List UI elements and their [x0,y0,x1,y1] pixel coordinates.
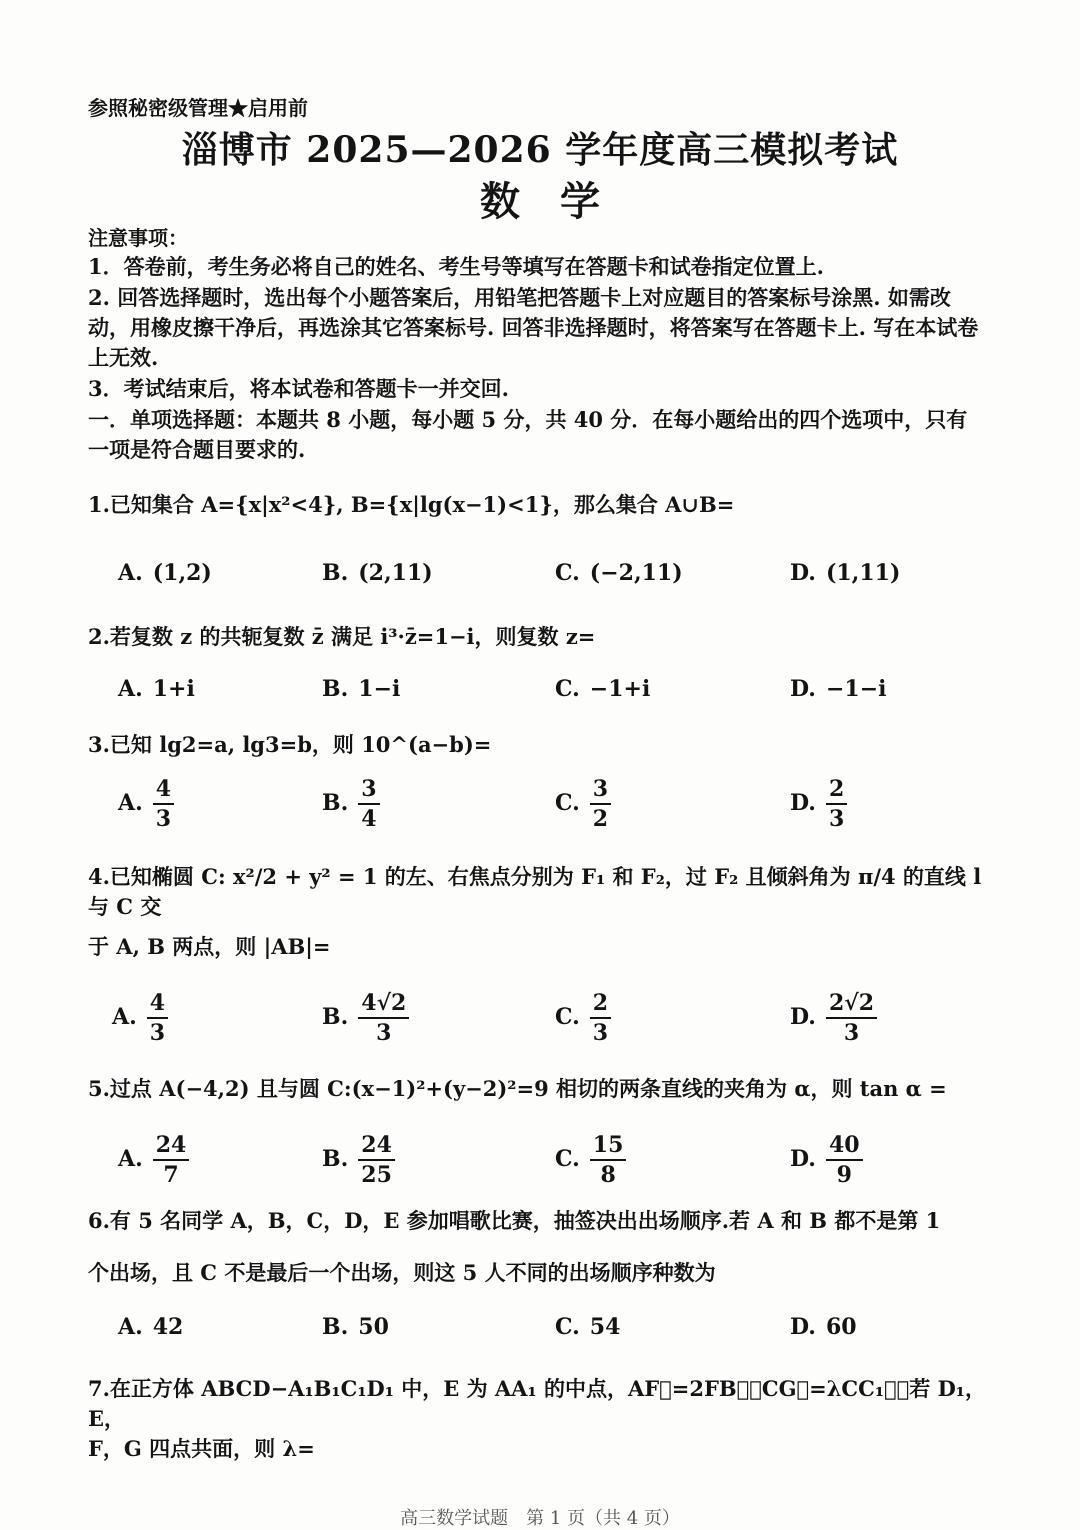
note-item: 3．考试结束后，将本试卷和答题卡一并交回. [88,376,509,401]
subject-title: 数学 [480,178,640,225]
question-3-stem: 3.已知 lg2=a, lg3=b，则 10^(a−b)= [88,732,492,757]
q6-option-a: A. 42 [118,1314,184,1340]
q1-option-c: C. (−2,11) [555,560,683,586]
q3-option-c: C. $\frac{3}{2}$ [555,778,611,830]
page-footer: 高三数学试题 第 1 页（共 4 页） [400,1508,680,1529]
section-heading: 一．单项选择题：本题共 8 小题，每小题 5 分，共 40 分．在每小题给出的四个选项中，只有一项是符合题目要求的. [88,407,968,462]
q4-option-d: D. $\frac{2√2}{3}$ [790,992,877,1044]
q1-option-a: A. (1,2) [118,560,212,586]
q5-option-a: A. $\frac{24}{7}$ [118,1134,189,1186]
q4-option-b: B. $\frac{4√2}{3}$ [322,992,409,1044]
q4-option-c: C. $\frac{2}{3}$ [555,992,611,1044]
question-4-stem-line2: 于 A, B 两点，则 |AB|= [88,934,331,959]
q6-option-c: C. 54 [555,1314,621,1340]
q1-option-b: B. (2,11) [322,560,433,586]
question-1-stem: 1.已知集合 A={x|x²<4}, B={x|lg(x−1)<1}，那么集合 A∪B= [88,492,735,517]
q6-option-b: B. 50 [322,1314,389,1340]
question-6-stem-line2: 个出场，且 C 不是最后一个出场，则这 5 人不同的出场顺序种数为 [88,1260,716,1285]
q4-option-a: A. $\frac{4}{3}$ [112,992,168,1044]
q6-option-d: D. 60 [790,1314,857,1340]
q3-option-b: B. $\frac{3}{4}$ [322,778,380,830]
q5-option-b: B. $\frac{24}{25}$ [322,1134,395,1186]
q2-option-b: B. 1−i [322,676,401,702]
q2-option-a: A. 1+i [118,676,195,702]
q3-option-a: A. $\frac{4}{3}$ [118,778,174,830]
question-6-stem-line1: 6.有 5 名同学 A，B，C，D，E 参加唱歌比赛，抽签决出出场顺序.若 A 和 B 都不是第 1 [88,1208,941,1233]
note-item: 1．答卷前，考生务必将自己的姓名、考生号等填写在答题卡和试卷指定位置上. [88,254,824,279]
q5-option-d: D. $\frac{40}{9}$ [790,1134,863,1186]
question-7-stem-line2: F，G 四点共面，则 λ= [88,1436,315,1461]
q2-option-c: C. −1+i [555,676,651,702]
note-item: 2. 回答选择题时，选出每个小题答案后，用铅笔把答题卡上对应题目的答案标号涂黑. 如需改动，用橡皮擦干净后，再选涂其它答案标号. 回答非选择题时，将答案写在答题卡上. 写在本试卷上无效. [88,285,979,370]
confidentiality-label: 参照秘密级管理★启用前 [88,96,308,120]
exam-title: 淄博市 2025—2026 学年度高三模拟考试 [181,129,899,171]
q1-option-d: D. (1,11) [790,560,901,586]
q5-option-c: C. $\frac{15}{8}$ [555,1134,626,1186]
q3-option-d: D. $\frac{2}{3}$ [790,778,847,830]
question-5-stem: 5.过点 A(−4,2) 且与圆 C:(x−1)²+(y−2)²=9 相切的两条直线的夹角为 α，则 tan α = [88,1076,947,1101]
q2-option-d: D. −1−i [790,676,887,702]
question-7-stem-line1: 7.在正方体 ABCD−A₁B₁C₁D₁ 中，E 为 AA₁ 的中点，AF⃗=2FB⃗，CG⃗=λCC₁⃗，若 D₁，E， [88,1376,986,1431]
notes-heading: 注意事项： [88,226,188,250]
question-2-stem: 2.若复数 z 的共轭复数 z̄ 满足 i³·z̄=1−i，则复数 z= [88,624,596,649]
question-4-stem-line1: 4.已知椭圆 C: x²/2 + y² = 1 的左、右焦点分别为 F₁ 和 F₂，过 F₂ 且倾斜角为 π/4 的直线 l 与 C 交 [88,864,982,919]
